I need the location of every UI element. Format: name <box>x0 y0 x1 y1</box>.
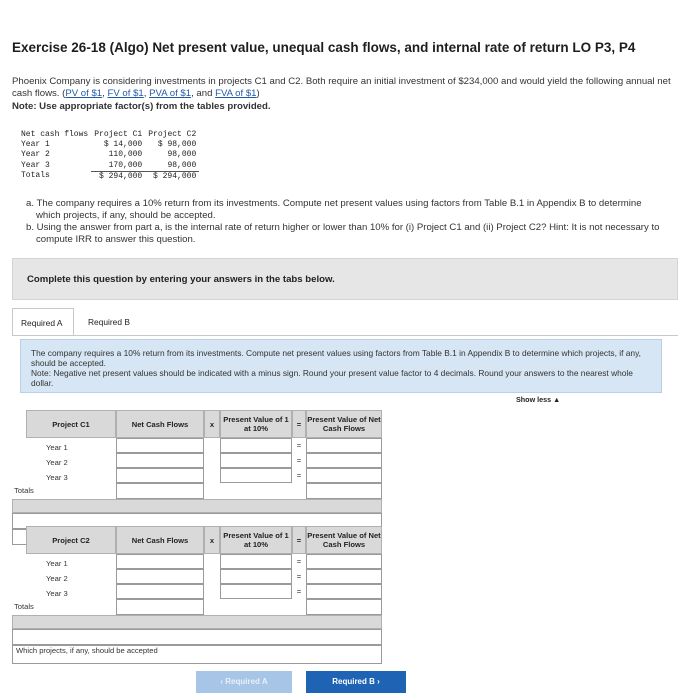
cash-flow-row <box>18 150 199 160</box>
next-required-b-button[interactable]: Required B › <box>306 671 406 693</box>
c2-total-pv-input[interactable] <box>306 599 382 615</box>
question-a: a. The company requires a 10% return from its investments. Compute net present values using factors from Table B.1 in Appendix B to determine which projects, if any, should be accepted. <box>26 198 642 221</box>
col-header-pv-factor: Present Value of 1 at 10% <box>220 526 292 554</box>
col-header-project: Project C1 <box>26 410 116 438</box>
question-b: b. Using the answer from part a, is the internal rate of return higher or lower than 10% for (i) Project C1 and (ii) Project C2? Hint: It is not necessary to compute IRR to answer this question. <box>26 222 660 245</box>
c2-y3-cash-input[interactable] <box>116 584 204 599</box>
c1-y2-cash-input[interactable] <box>116 453 204 468</box>
link-pv[interactable]: PV of $1 <box>65 88 103 100</box>
cf-totals-label: Totals <box>21 171 50 181</box>
cf-c1-total: $ 294,000 <box>91 171 145 182</box>
instruction-note: Note: Negative net present values should be indicated with a minus sign. Round your present value factor to 4 decimals. Round your answers to the nearest whole dollar. <box>31 368 633 388</box>
link-fv[interactable]: FV of $1 <box>107 88 144 100</box>
row-label-year: Year 2 <box>46 574 68 583</box>
problem-intro: Phoenix Company is considering investments in projects C1 and C2. Both require an initial investment of $234,000 and would yield the following annual net cash flows. (PV of $1, FV of $1, PVA of $1, and FVA of $1) Note: Use appropriate factor(s) from the tables provided. <box>12 76 671 112</box>
c2-total-cash-input[interactable] <box>116 599 204 615</box>
question-list <box>26 198 666 246</box>
c2-y1-pv-input[interactable] <box>306 554 382 569</box>
c1-y3-pv-input[interactable] <box>306 468 382 483</box>
which-projects-label: Which projects, if any, should be accepted <box>16 646 158 655</box>
cf-header-c1: Project C1 <box>94 130 143 139</box>
op-equals-sign: = <box>296 441 302 450</box>
tab-required-a[interactable]: Required A <box>12 308 74 336</box>
separator-bar <box>12 499 382 513</box>
instruction-box <box>20 339 662 393</box>
cf-c1-value: 110,000 <box>108 150 143 160</box>
c1-y3-cash-input[interactable] <box>116 468 204 483</box>
op-equals-sign: = <box>296 456 302 465</box>
col-header-pv-net: Present Value of Net Cash Flows <box>306 410 382 438</box>
which-projects-input[interactable] <box>12 656 382 664</box>
col-header-project: Project C2 <box>26 526 116 554</box>
c2-y2-factor-input[interactable] <box>220 569 292 584</box>
c2-y2-cash-input[interactable] <box>116 569 204 584</box>
row-label-year: Year 3 <box>46 589 68 598</box>
answer-panel <box>12 335 678 700</box>
cf-c2-value: 98,000 <box>167 160 197 170</box>
link-fva[interactable]: FVA of $1 <box>215 88 257 100</box>
c1-y1-cash-input[interactable] <box>116 438 204 453</box>
totals-label: Totals <box>14 486 34 495</box>
intro-text: Phoenix Company is considering investments in projects C1 and C2. Both require an initial investment of $234,000 and would yield the following annual net cash flows. <box>12 76 671 100</box>
cash-flow-table <box>18 130 199 182</box>
c1-y3-factor-input[interactable] <box>220 468 292 483</box>
c2-y2-pv-input[interactable] <box>306 569 382 584</box>
col-header-pv-factor: Present Value of 1 at 10% <box>220 410 292 438</box>
cf-year: Year 3 <box>21 160 50 170</box>
col-header-net-cash: Net Cash Flows <box>116 526 204 554</box>
link-pva[interactable]: PVA of $1 <box>149 88 192 100</box>
op-equals-sign: = <box>296 471 302 480</box>
cash-flow-totals <box>18 171 199 182</box>
op-equals-sign: = <box>296 587 302 596</box>
row-label-year: Year 1 <box>46 443 68 452</box>
c1-total-cash-input[interactable] <box>116 483 204 499</box>
op-multiply: x <box>204 526 220 554</box>
cf-year: Year 2 <box>21 150 50 160</box>
instruction-line: The company requires a 10% return from its investments. Compute net present values using factors from Table B.1 in Appendix B to determine which projects, if any, should be accepted. <box>31 348 641 368</box>
row-label-year: Year 1 <box>46 559 68 568</box>
c1-total-pv-input[interactable] <box>306 483 382 499</box>
row-label-year: Year 2 <box>46 458 68 467</box>
intro-note: Note: Use appropriate factor(s) from the tables provided. <box>12 100 271 112</box>
c2-y1-cash-input[interactable] <box>116 554 204 569</box>
op-equals-sign: = <box>296 572 302 581</box>
cash-flow-row <box>18 161 199 171</box>
c2-y1-factor-input[interactable] <box>220 554 292 569</box>
col-header-net-cash: Net Cash Flows <box>116 410 204 438</box>
tab-required-b[interactable]: Required B <box>88 317 130 327</box>
prev-required-a-button[interactable]: ‹ Required A <box>196 671 292 693</box>
cf-c2-value: $ 98,000 <box>157 140 197 150</box>
show-less-toggle[interactable]: Show less ▲ <box>516 395 561 404</box>
row-label-year: Year 3 <box>46 473 68 482</box>
op-equals: = <box>292 410 306 438</box>
c2-amounts-invested-input[interactable] <box>12 629 382 645</box>
totals-label: Totals <box>14 602 34 611</box>
col-header-pv-net: Present Value of Net Cash Flows <box>306 526 382 554</box>
c1-y2-pv-input[interactable] <box>306 453 382 468</box>
c1-y1-pv-input[interactable] <box>306 438 382 453</box>
c1-y1-factor-input[interactable] <box>220 438 292 453</box>
cf-header-c2: Project C2 <box>148 130 197 139</box>
banner-text: Complete this question by entering your answers in the tabs below. <box>27 274 335 285</box>
op-equals-sign: = <box>296 557 302 566</box>
cf-c2-total: $ 294,000 <box>145 171 199 182</box>
op-equals: = <box>292 526 306 554</box>
separator-bar <box>12 615 382 629</box>
exercise-title: Exercise 26-18 (Algo) Net present value, unequal cash flows, and internal rate of return LO P3, P4 <box>12 40 636 55</box>
cf-c1-value: $ 14,000 <box>103 140 143 150</box>
cf-year: Year 1 <box>21 140 50 150</box>
c1-y2-factor-input[interactable] <box>220 453 292 468</box>
cash-flow-header <box>18 130 199 140</box>
cash-flow-row <box>18 140 199 150</box>
c2-y3-pv-input[interactable] <box>306 584 382 599</box>
op-multiply: x <box>204 410 220 438</box>
cf-c1-value: 170,000 <box>108 160 143 170</box>
cf-header-label: Net cash flows <box>21 130 89 139</box>
instruction-banner <box>12 258 678 300</box>
c2-y3-factor-input[interactable] <box>220 584 292 599</box>
cf-c2-value: 98,000 <box>167 150 197 160</box>
